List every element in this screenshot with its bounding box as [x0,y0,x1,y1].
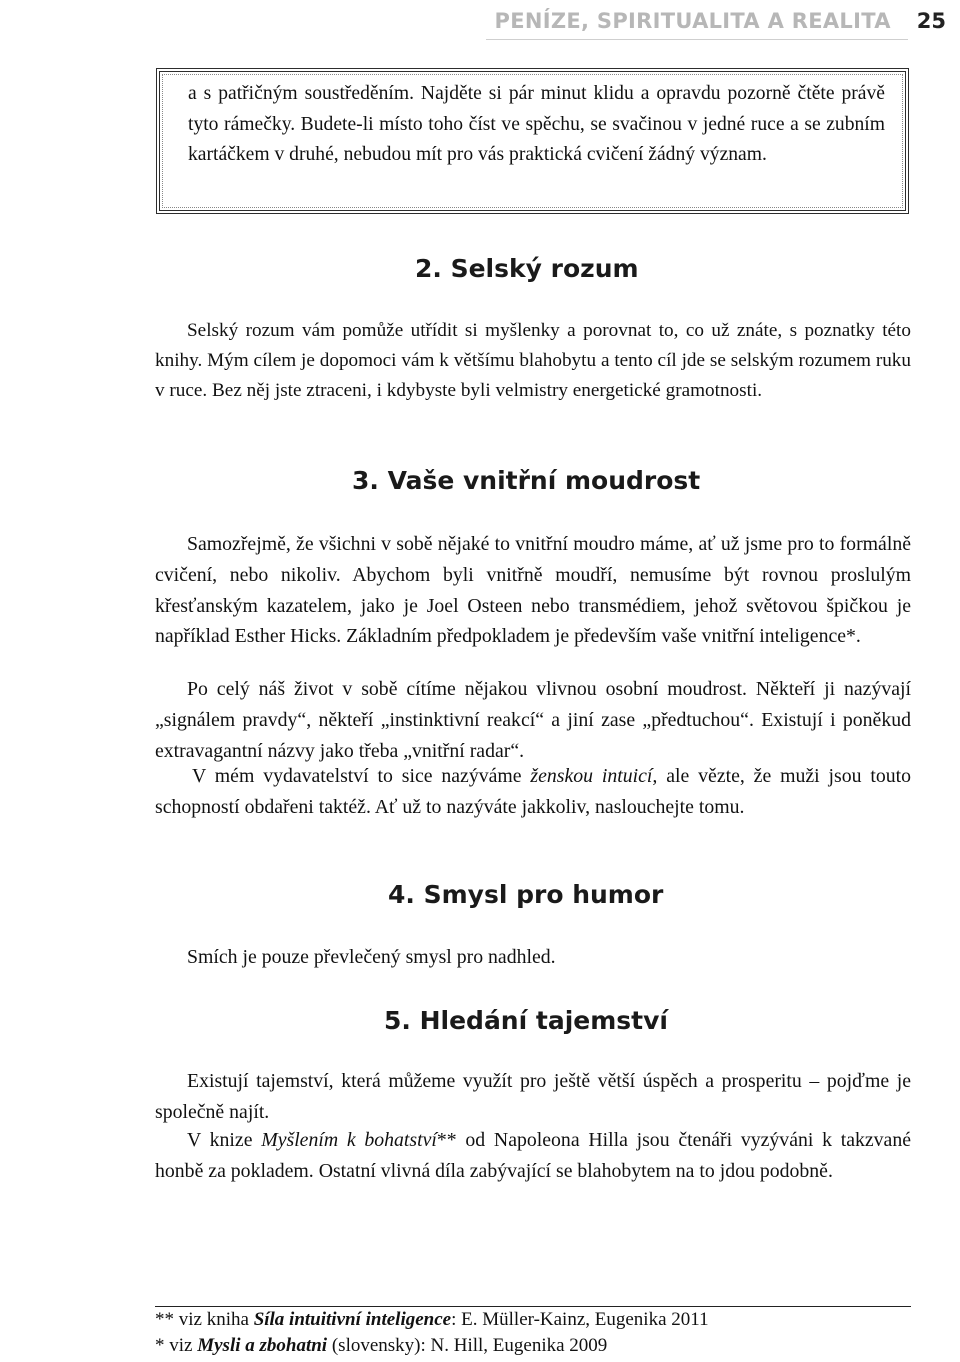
note-box [156,68,909,214]
footnote-rule [155,1306,911,1307]
paragraph-text: V knize [187,1129,262,1151]
footnote [155,1334,607,1358]
footnote [155,1308,709,1332]
running-header [480,4,946,38]
footnote-text: (slovensky): N. Hill, Eugenika 2009 [327,1335,608,1356]
footnote-marker: ** viz kniha [155,1309,254,1330]
section-paragraph [155,761,911,823]
section-paragraph: Samozřejmě, že všichni v sobě nějaké to vnitřní moudro máme, ať už jsme pro to formálně cvičení, nebo nikoliv. Abychom byli vnitřně moudří, nemusíme být rovnou proslulým křesťanským kazatelem, jako je Joel Osteen nebo transmédiem, jehož světovou špičkou je například Esther Hicks. Základním předpokladem je především vaše vnitřní inteligence*. [155,533,911,648]
section-paragraph: Existují tajemství, která můžeme využít pro ještě větší úspěch a prosperitu – pojďme je společně najít. [155,1070,911,1123]
page-number: 25 [916,9,946,33]
paragraph-text: ale vězte, že muži jsou touto schopností obdařeni taktéž. Ať už to nazýváte jakkoliv, naslouchejte tomu. [155,765,911,818]
section-title-hledani-tajemstvi: 5. Hledání tajemství [384,1006,668,1035]
paragraph-text: ** od Napoleona Hilla jsou čtenáři vyzýváni k takzvané honbě za pokladem. Ostatní vlivná díla zabývající se blahobytem na to jdou podobně. [155,1129,911,1182]
paragraph-text: V mém vydavatelství to sice nazýváme [192,765,531,787]
section-paragraph: Selský rozum vám pomůže utřídit si myšlenky a porovnat to, co už znáte, s poznatky této knihy. Mým cílem je dopomoci vám k většímu blahobytu a tento cíl jde se selským rozumem ruku v ruce. Bez něj jste ztraceni, i kdybyste byli velmistry energetické gramotnosti. [155,320,911,401]
note-box-text: a s patřičným soustředěním. Najděte si pár minut klidu a opravdu pozorně čtěte právě tyto rámečky. Budete-li místo toho číst ve spěchu, se svačinou v jedné ruce a se zubním kartáčkem v druhé, nebudou mít pro vás praktická cvičení žádný význam. [188,83,885,165]
running-title: PENÍZE, SPIRITUALITA A REALITA [494,9,891,33]
book-title: Myšlením k bohatství [261,1129,437,1151]
footnote-marker: * viz [155,1335,198,1356]
emphasized-term: ženskou intuicí, [530,765,658,787]
section-paragraph [155,1125,911,1187]
footnote-text: : E. Müller-Kainz, Eugenika 2011 [451,1309,709,1330]
section-title-selsky-rozum: 2. Selský rozum [415,254,639,283]
section-paragraph: Po celý náš život v sobě cítíme nějakou vlivnou osobní moudrost. Někteří ji nazývají „signálem pravdy“, někteří „instinktivní reakcí“ a jiní zase „předtuchou“. Existují i poněkud extravagantní názvy jako třeba „vnitřní radar“. [155,678,911,762]
section-title-vnitrni-moudrost: 3. Vaše vnitřní moudrost [352,466,701,495]
footnote-book-title: Mysli a zbohatni [197,1335,328,1356]
section-title-smysl-pro-humor: 4. Smysl pro humor [388,880,664,909]
header-rule [486,39,908,40]
footnote-book-title: Síla intuitivní inteligence [253,1309,452,1330]
section-paragraph: Smích je pouze převlečený smysl pro nadhled. [187,946,556,968]
